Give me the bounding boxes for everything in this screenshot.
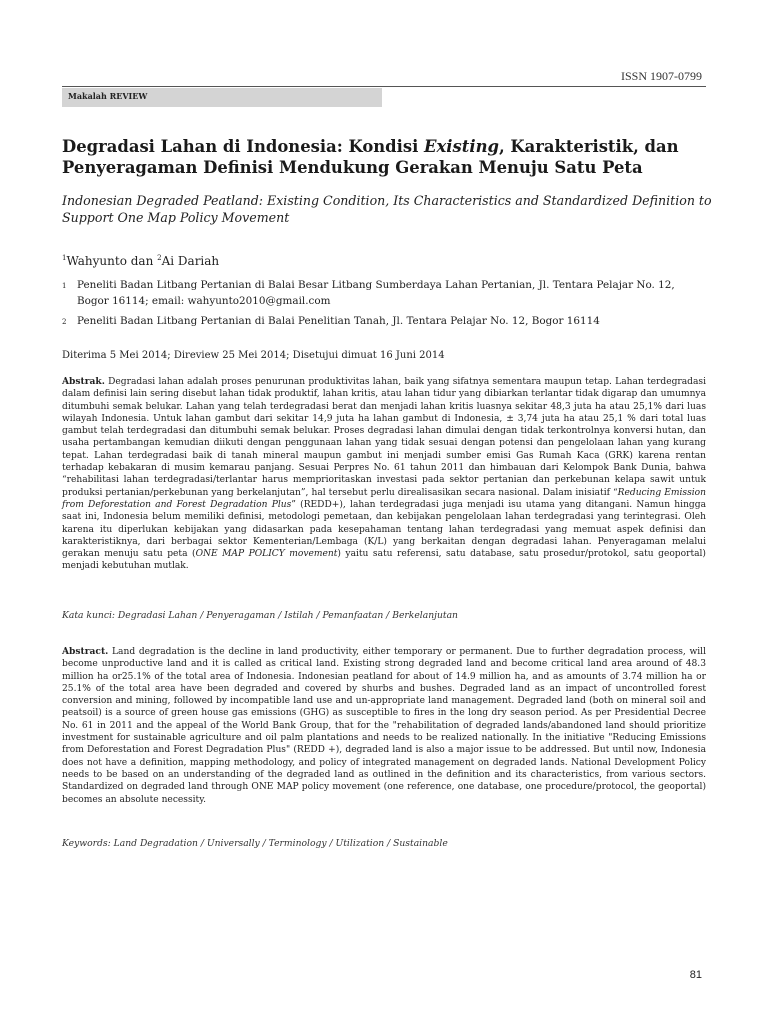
- affiliation-2-number: 2: [62, 318, 67, 326]
- submission-dates: Diterima 5 Mei 2014; Direview 25 Mei 2014; Disetujui dimuat 16 Juni 2014: [62, 350, 445, 361]
- affiliation-2-text: Peneliti Badan Litbang Pertanian di Balai Penelitian Tanah, Jl. Tentara Pelajar No. 12, Bogor 16114: [77, 315, 600, 327]
- keywords-indonesian: Kata kunci: Degradasi Lahan / Penyeragaman / Istilah / Pemanfaatan / Berkelanjutan: [62, 610, 458, 621]
- abstract-indonesian: [62, 376, 706, 573]
- title-italic: Existing: [424, 137, 499, 156]
- section-label: Makalah REVIEW: [68, 91, 148, 101]
- article-subtitle: Indonesian Degraded Peatland: Existing Condition, Its Characteristics and Standardized Definition to Support One Map Policy Movement: [62, 193, 712, 225]
- abstract-english: [62, 646, 706, 806]
- affiliation-1-number: 1: [62, 282, 67, 290]
- affiliation-2: [62, 314, 702, 331]
- header-rule: [62, 86, 706, 87]
- section-bar: [62, 88, 382, 107]
- abstract-id-label: Abstrak.: [62, 376, 105, 387]
- abstract-id-text-1: Degradasi lahan adalah proses penurunan produktivitas lahan, baik yang sifatnya sementara maupun tetap. Lahan terdegradasi dalam definisi lain sering disebut lahan tidak produktif, lahan kritis, atau lahan tidur yang dibiarkan terlantar tidak digarap dan umumnya ditumbuhi semak belukar. Lahan yang telah terdegradasi berat dan menjadi lahan kritis luasnya sekitar 48,3 juta ha atau 25,1% dari luas wilayah Indonesia. Untuk lahan gambut dari sekitar 14,9 juta ha lahan gambut di Indonesia, ± 3,74 juta ha atau 25,1 % dari total luas gambut telah terdegradasi dan ditumbuhi semak belukar. Proses degradasi lahan dimulai dengan tidak terkontrolnya konversi hutan, dan usaha pertambangan kemudian diikuti dengan penggunaan lahan yang tidak sesuai dengan potensi dan pengelolaan lahan yang kurang tepat. Lahan terdegradasi baik di tanah mineral maupun gambut ini menjadi sumber emisi Gas Rumah Kaca (GRK) karena rentan terhadap kebakaran di musim kemarau panjang. Sesuai Perpres No. 61 tahun 2011 dan himbauan dari Kelompok Bank Dunia, bahwa “rehabilitasi lahan terdegradasi/terlantar harus memprioritaskan investasi pada sektor pertanian dan perkebunan kelapa sawit untuk produksi pertanian/perkebunan yang berkelanjutan”, hal tersebut perlu direalisasikan secara nasional. Dalam inisiatif “: [62, 377, 706, 498]
- title-part-2: , Karakteristik, dan Penyeragaman Definisi Mendukung Gerakan Menuju Satu Peta: [62, 137, 679, 177]
- abstract-en-label: Abstract.: [62, 646, 109, 657]
- author-1-name: Wahyunto dan: [66, 254, 158, 268]
- article-title: [62, 136, 702, 178]
- abstract-en-text: Land degradation is the decline in land productivity, either temporary or permanent. Due to further degradation process, will become unproductive land and it is called as critical land. Existing strong degraded land and become critical land area around of 48.3 million ha or25.1% of the total area of Indonesia. Indonesian peatland for about of 14.9 million ha, and as amounts of 3.74 million ha or 25.1% of the total area have been degraded and covered by shurbs and bushes. Degraded land as an impact of uncontrolled forest conversion and mining, followed by incompatible land use and un-appropriate land management. Degraded land (both on mineral soil and peatsoil) is a source of green house gas emissions (GHG) as susceptible to fires in the long dry season period. As per Presidential Decree No. 61 in 2011 and the appeal of the World Bank Group, that for the "rehabilitation of degraded lands/abandoned land should prioritize investment for sustainable agriculture and oil palm plantations and needs to be realized nationally. In the initiative "Reducing Emissions from Deforestation and Forest Degradation Plus" (REDD +), degraded land is also a major issue to be addressed. But until now, Indonesia does not have a definition, mapping methodology, and policy of integrated management on degraded lands. National Development Policy needs to be based on an understanding of the degraded land as outlined in the definition and its characteristics, from various sectors. Standardized on degraded land through ONE MAP policy movement (one reference, one database, one procedure/protocol, the geoportal) becomes an absolute necessity.: [62, 647, 706, 805]
- author-line: [62, 254, 219, 268]
- abstract-id-italic-2: ONE MAP POLICY movement: [195, 549, 338, 560]
- abstract-id-text-3: ) yaitu satu referensi, satu database, satu prosedur/protokol, satu geoportal) menjadi kebutuhan mutlak.: [62, 549, 706, 572]
- affiliation-1-text: Peneliti Badan Litbang Pertanian di Balai Besar Litbang Sumberdaya Lahan Pertanian, Jl. Tentara Pelajar No. 12, Bogor 16114; email: wahyunto2010@gmail.com: [77, 279, 675, 307]
- keywords-english: Keywords: Land Degradation / Universally / Terminology / Utilization / Sustainable: [62, 838, 448, 849]
- author-1-sup: 1: [62, 254, 67, 262]
- issn-number: ISSN 1907-0799: [620, 69, 702, 83]
- author-2-sup: 2: [157, 254, 162, 262]
- abstract-id-italic-1: Reducing Emission from Deforestation and Forest Degradation Plus: [62, 487, 706, 510]
- page-number: 81: [689, 969, 702, 981]
- abstract-id-text-2: ” (REDD+), lahan terdegradasi juga menjadi isu utama yang ditangani. Namun hingga saat ini, Indonesia belum memiliki definisi, metodologi pemetaan, dan kebijakan pengelolaan lahan terdegradasi yang terintegrasi. Oleh karena itu diperlukan kebijakan yang didasarkan pada kesepahaman tentang lahan terdegradasi yang memuat aspek definisi dan karakteristiknya, dari berbagai sektor Kementerian/Lembaga (K/L) yang berkaitan dengan degradasi lahan. Penyeragaman melalui gerakan menuju satu peta (: [62, 499, 706, 560]
- author-2-name: Ai Dariah: [161, 254, 220, 268]
- affiliation-1: [62, 278, 702, 309]
- title-part-1: Degradasi Lahan di Indonesia: Kondisi: [62, 137, 425, 156]
